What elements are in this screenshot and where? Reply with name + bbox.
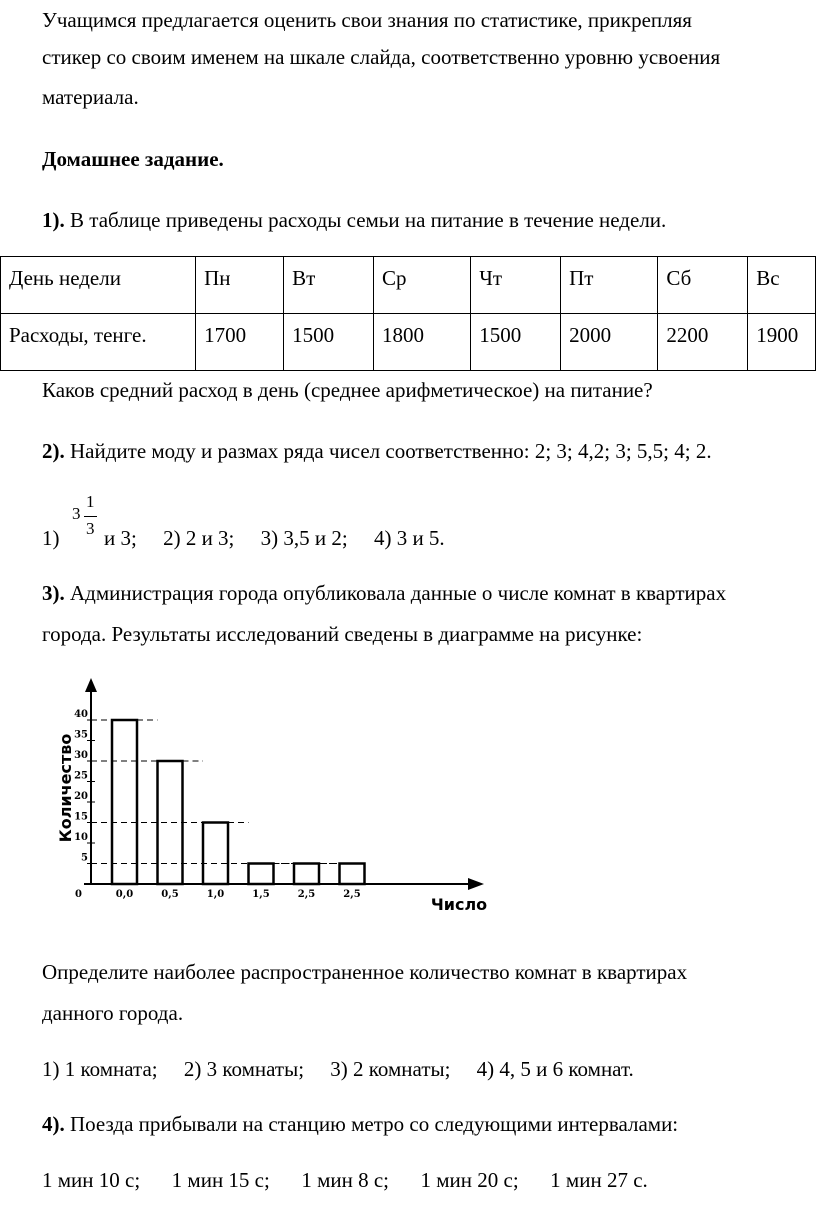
table-cell: Вт — [284, 257, 374, 314]
y-tick-label: 0 — [75, 889, 82, 900]
intro-line-1: Учащимся предлагается оценить свои знания по статистике, прикрепляя — [42, 8, 692, 32]
task4-values: 1 мин 10 с; 1 мин 15 с; 1 мин 8 с; 1 мин 20 с; 1 мин 27 с. — [42, 1168, 648, 1192]
table-cell: 1800 — [373, 314, 470, 371]
table-cell: День недели — [1, 257, 196, 314]
y-tick-label: 5 — [81, 852, 88, 864]
task3-statement-1 — [42, 573, 726, 613]
y-axis-arrow — [85, 678, 97, 692]
x-tick-label: 2,5 — [343, 889, 361, 900]
expenses-table — [0, 256, 816, 371]
bar — [249, 864, 274, 885]
x-tick-label: 1,5 — [252, 889, 270, 900]
bar — [203, 823, 228, 885]
mixed-fraction-denominator: 3 — [86, 519, 95, 538]
x-axis-arrow — [468, 878, 484, 890]
y-tick-label: 40 — [74, 709, 88, 720]
x-tick-label: 2,5 — [297, 889, 316, 900]
table-cell: Пн — [196, 257, 284, 314]
rooms-bar-chart — [0, 670, 816, 920]
task4-statement — [42, 1104, 678, 1144]
table-cell: 1500 — [471, 314, 561, 371]
x-axis-label: Число — [430, 895, 488, 914]
task3-question-2: данного города. — [42, 1001, 184, 1025]
intro-line-2: стикер со своим именем на шкале слайда, соответственно уровню усвоения — [42, 45, 721, 69]
task1-number: 1). — [42, 208, 65, 232]
task3-text-1: Администрация города опубликовала данные о числе комнат в квартирах — [64, 581, 727, 605]
table-header-row — [1, 257, 816, 314]
table-cell: Вс — [748, 257, 816, 314]
homework-title — [42, 139, 224, 179]
table-cell: Расходы, тенге. — [1, 314, 196, 371]
mixed-fraction-numerator: 1 — [86, 492, 95, 511]
task2-statement — [42, 431, 712, 471]
task2-number: 2). — [42, 439, 65, 463]
task2-text: Найдите моду и размах ряда чисел соответственно: 2; 3; 4,2; 3; 5,5; 4; 2. — [64, 439, 712, 463]
bar — [340, 864, 365, 885]
task3-question-1: Определите наиболее распространенное количество комнат в квартирах — [42, 960, 688, 984]
table-cell: 2200 — [658, 314, 748, 371]
y-tick-label: 20 — [74, 791, 88, 802]
table-cell: Пт — [561, 257, 658, 314]
y-tick-label: 30 — [74, 750, 88, 761]
table-cell: 2000 — [561, 314, 658, 371]
task3-statement-2: города. Результаты исследований сведены в диаграмме на рисунке: — [42, 622, 643, 646]
task1-statement — [42, 200, 666, 240]
task3-options: 1) 1 комната; 2) 3 комнаты; 3) 2 комнаты; 4) 4, 5 и 6 комнат. — [42, 1057, 634, 1081]
y-tick-label: 10 — [74, 832, 88, 843]
table-cell: Чт — [471, 257, 561, 314]
y-tick-label: 15 — [74, 811, 88, 823]
task4-text: Поезда прибывали на станцию метро со следующими интервалами: — [64, 1112, 679, 1136]
task3-number: 3). — [42, 581, 65, 605]
x-tick-label: 0,5 — [161, 889, 179, 900]
y-tick-label: 35 — [74, 729, 88, 741]
y-axis-label: Количество — [56, 733, 75, 843]
task4-number: 4). — [42, 1112, 65, 1136]
table-row — [1, 314, 816, 371]
fraction-bar — [84, 516, 97, 517]
table-cell: Ср — [373, 257, 470, 314]
task1-text: В таблице приведены расходы семьи на питание в течение недели. — [64, 208, 667, 232]
table-cell: 1900 — [748, 314, 816, 371]
table-cell: Сб — [658, 257, 748, 314]
table-cell: 1700 — [196, 314, 284, 371]
task2-options: и 3; 2) 2 и 3; 3) 3,5 и 2; 4) 3 и 5. — [104, 526, 445, 550]
x-tick-label: 0,0 — [115, 889, 134, 900]
homework-title-text: Домашнее задание. — [42, 147, 224, 171]
x-tick-label: 1,0 — [206, 889, 225, 900]
bar — [112, 720, 137, 884]
task1-question: Каков средний расход в день (среднее арифметическое) на питание? — [42, 378, 653, 402]
intro-line-3: материала. — [42, 85, 139, 109]
y-tick-label: 25 — [74, 770, 88, 782]
table-cell: 1500 — [284, 314, 374, 371]
task2-option1-prefix: 1) — [42, 526, 60, 550]
bar — [294, 864, 319, 885]
mixed-fraction-whole: 3 — [72, 504, 81, 523]
